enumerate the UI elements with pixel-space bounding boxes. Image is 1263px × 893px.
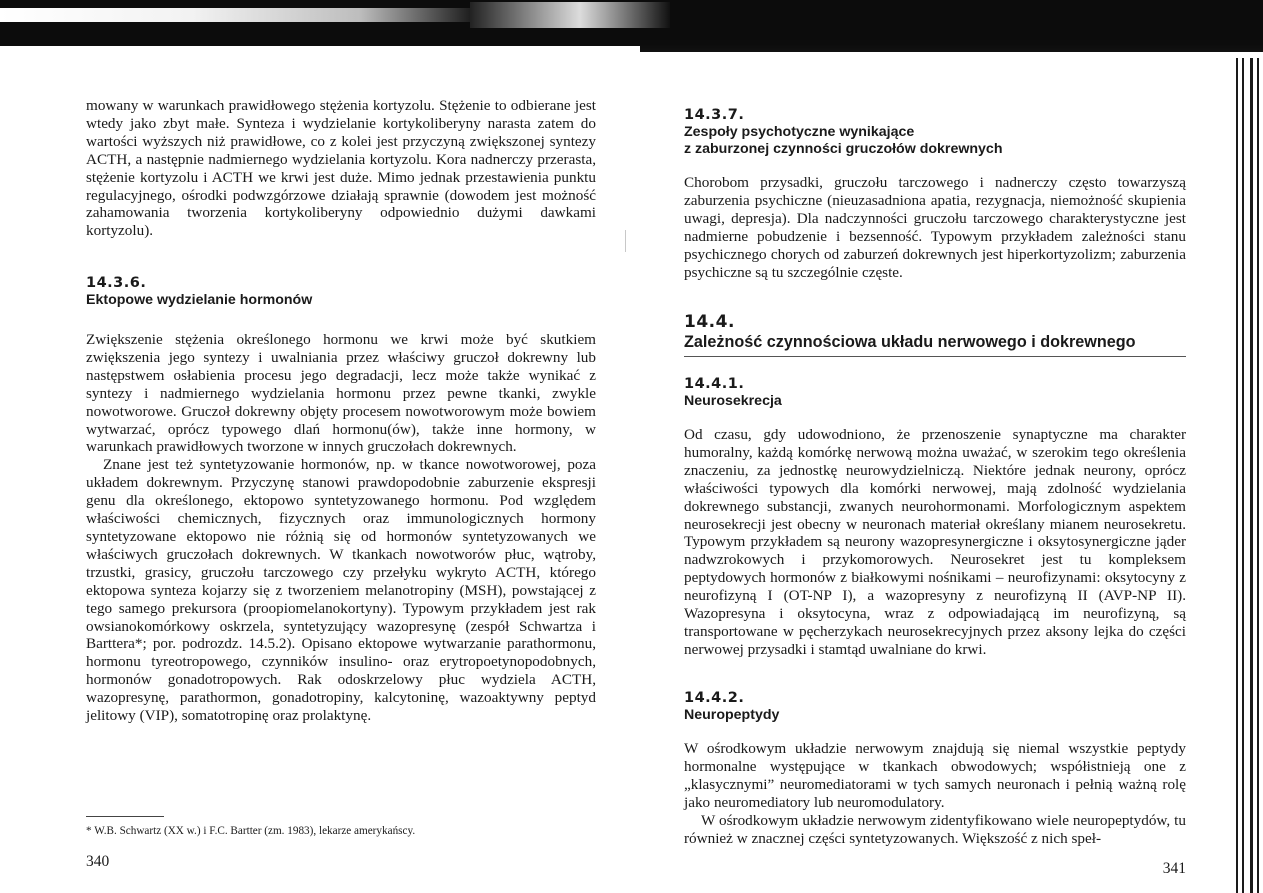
book-edge-lines xyxy=(1222,58,1263,893)
section-14-3-7-heading xyxy=(684,107,1186,158)
section-14-3-6-heading xyxy=(86,275,596,309)
scan-stripe xyxy=(0,8,480,22)
scan-artifact xyxy=(625,230,626,252)
section-14-4-1-heading xyxy=(684,376,1186,410)
page-number: 341 xyxy=(1162,860,1186,877)
page-top-edge xyxy=(640,52,1263,58)
intro-paragraph-block xyxy=(86,97,596,240)
section-14-4-2-heading xyxy=(684,690,1186,724)
body-paragraph: Od czasu, gdy udowodniono, że przenoszenie synaptyczne ma charakter humoralny, każdą komórkę nerwową można uważać, w szerokim tego określenia znaczeniu, za jednostkę neurowydzielniczą. Niektóre jednak neurony, oprócz właściwości typowych dla komórki nerwowej, mają zdolność wydzielania dokrewnego substancji, zwanych neurohormonami. Morfologicznym aspektem neurosekrecji jest obecny w neuronach materiał określany mianem neurosekretu. Typowym przykładem są neurony wazopresynergiczne i oksytosynergiczne jąder nadwzrokowych i przykomorowych. Neurosekret jest tu kompleksem peptydowych hormonów z białkowymi nośnikami – neurofizynami: oksytocyny z neurofizyną I (OT-NP I), a wazopresyny z neurofizyną II (AVP-NP II). Wazopresyna i oksytocyna, wraz z odpowiadającą im neurofizyną, są transportowane w pęcherzykach neurosekrecyjnych przez aksony lejka do części nerwowej przysadki i stamtąd uwalniane do krwi. xyxy=(684,426,1186,658)
body-paragraph: Chorobom przysadki, gruczołu tarczowego i nadnerczy często towarzyszą zaburzenia psychiczne (nieuzasadniona apatia, rezygnacja, niemożność skupienia uwagi, depresja). Dla nadczynności gruczołu tarczowego charakterystyczne jest nadmierne pobudzenie i bezsenność. Typowym przykładem zależności stanu psychicznego chorych od zaburzeń dokrewnych jest hiperkortyzolizm; zaburzenia psychiczne są tu szczególnie częste. xyxy=(684,174,1186,281)
section-number: 14.3.6. xyxy=(86,275,147,291)
section-14-4-1-body xyxy=(684,426,1186,659)
body-paragraph: W ośrodkowym układzie nerwowym znajdują się niemal wszystkie peptydy hormonalne występujące w tkankach obwodowych; współistnieją one z „klasycznymi” neuromediatorami w tych samych neuronach i pełnią ważną rolę jako neuromediatory lub neuromodulatory. xyxy=(684,740,1186,811)
body-paragraph: W ośrodkowym układzie nerwowym zidentyfikowano wiele neuropeptydów, tu również w znacznej części syntetyzowanych. Większość z nich speł- xyxy=(684,811,1186,847)
section-title: Neuropeptydy xyxy=(684,707,780,723)
section-number: 14.4.1. xyxy=(684,376,745,392)
heading-rule xyxy=(684,356,1186,357)
page-number: 340 xyxy=(86,853,110,870)
section-title: Zespoły psychotyczne wynikające xyxy=(684,124,915,140)
section-number: 14.3.7. xyxy=(684,107,745,123)
section-14-4-heading xyxy=(684,312,1186,357)
section-14-3-6-body xyxy=(86,331,596,725)
section-title: Zależność czynnościowa układu nerwowego i dokrewnego xyxy=(684,333,1136,351)
section-14-3-7-body xyxy=(684,174,1186,281)
page-top-edge xyxy=(0,46,640,58)
body-paragraph: Znane jest też syntetyzowanie hormonów, np. w tkance nowotworowej, poza układem dokrewnym. Przyczynę stanowi prawdopodobnie zaburzenie ekspresji genu dla określonego, ektopowo syntetyzowanego hormonu. Pod względem właściwości chemicznych, fizycznych oraz immunologicznych hormony syntetyzowane ektopowo nie różnią się od hormonów syntetyzowanych we właściwych gruczołach dokrewnych. W tkankach nowotworów płuc, wątroby, trzustki, grasicy, gruczołu tarczowego czy przełyku wykryto ACTH, którego ektopowa synteza kojarzy się z tworzeniem melanotropiny (MSH), powstającej z tego samego prekursora (proopiomelanokortyny). Typowym przykładem jest rak owsianokomórkowy oskrzela, syntetyzujący wazopresynę (zespół Schwartza i Barttera*; por. podrozdz. 14.5.2). Opisano ektopowe wytwarzanie parathormonu, hormonu tyreotropowego, czynników insulino- oraz erytropoetynopodobnych, hormonów gonadotropowych. Rak odoskrzelowy płuc wydziela ACTH, wazopresynę, parathormon, gonadotropiny, kalcytoninę, wazoaktywny peptyd jelitowy (VIP), somatotropinę oraz prolaktynę. xyxy=(86,456,596,725)
section-title: Neurosekrecja xyxy=(684,393,782,409)
scan-stripe xyxy=(470,2,670,28)
section-14-4-2-body xyxy=(684,740,1186,847)
section-number: 14.4.2. xyxy=(684,690,745,706)
footnote: * W.B. Schwartz (XX w.) i F.C. Bartter (zm. 1983), lekarze amerykańscy. xyxy=(86,825,416,837)
section-number: 14.4. xyxy=(684,312,735,332)
section-title: z zaburzonej czynności gruczołów dokrewnych xyxy=(684,141,1003,157)
intro-paragraph: mowany w warunkach prawidłowego stężenia kortyzolu. Stężenie to odbierane jest wtedy jako zbyt małe. Synteza i wydzielanie kortykoliberyny narasta zatem do wartości wyższych niż prawidłowe, co z kolei jest przyczyną zwiększonej syntezy ACTH, a następnie nadmiernego wydzielania kortyzolu. Kora nadnerczy przerasta, stężenie kortyzolu i ACTH we krwi jest duże. Mimo jednak przestawienia punktu regulacyjnego, ośrodki podwzgórzowe działają sprawnie (dowodem jest możność zahamowania tworzenia kortykoliberyny odpowiednio dużymi dawkami kortyzolu). xyxy=(86,97,596,240)
footnote-rule xyxy=(86,816,164,817)
scan-top-border xyxy=(0,0,1263,58)
body-paragraph: Zwiększenie stężenia określonego hormonu we krwi może być skutkiem zwiększenia jego syntezy i uwalniania przez właściwy gruczoł dokrewny lub następstwem osłabienia procesu jego degradacji, lecz może także wynikać z syntezy i nadmiernego wydzielania hormonu przez pewne tkanki, zwykle nowotworowe. Gruczoł dokrewny objęty procesem nowotworowym może bowiem wytwarzać, oprócz typowego dlań hormonu(ów), także inne hormony, w warunkach prawidłowych tworzone w innych gruczołach dokrewnych. xyxy=(86,331,596,456)
section-title: Ektopowe wydzielanie hormonów xyxy=(86,292,313,308)
